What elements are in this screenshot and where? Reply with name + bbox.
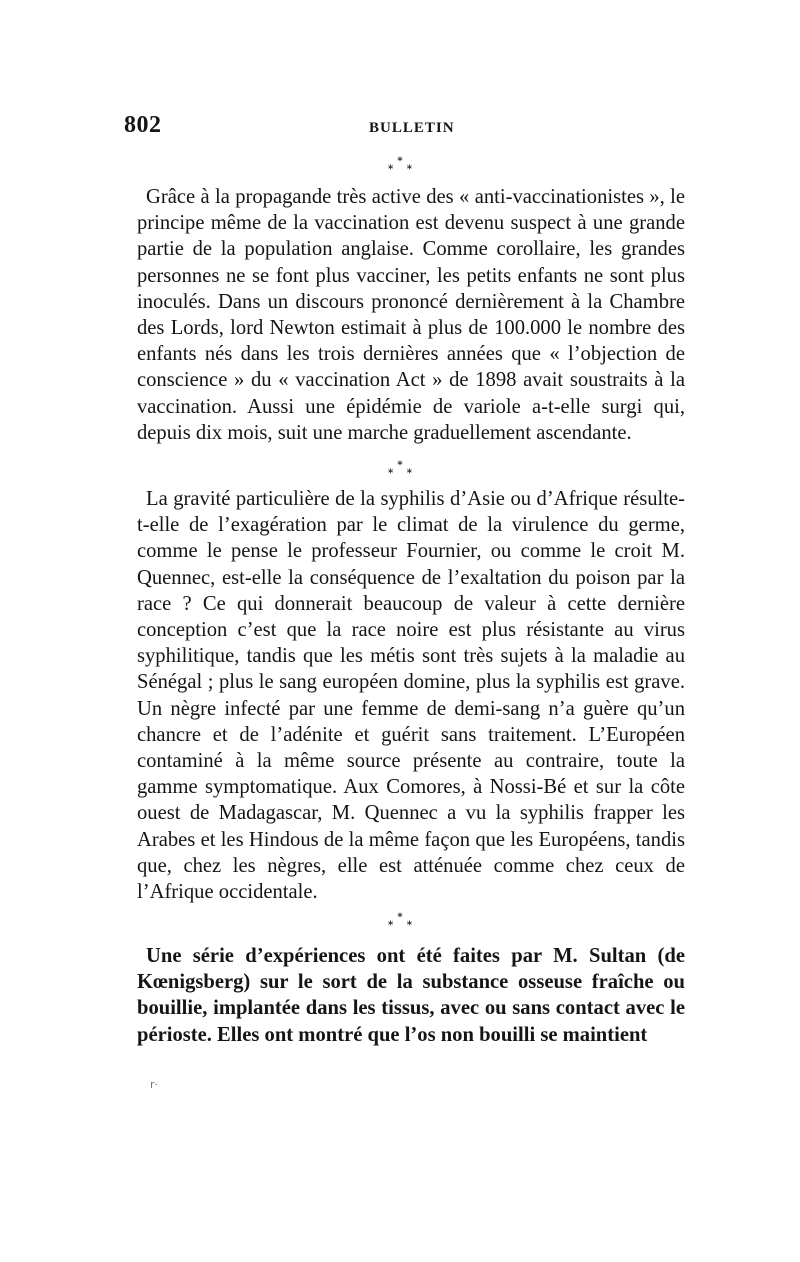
- asterism-bottom-stars: * *: [388, 164, 417, 175]
- paragraph-vaccination: Grâce à la propagande très active des « anti-vaccinationistes », le principe même de la vaccination est devenu suspect à une grande partie de la population anglaise. Comme corollaire, les grandes personnes ne se font plus vacciner, les petits enfants ne sont plus inoculés. Dans un discours prononcé dernièrement à la Chambre des Lords, lord Newton estimait à plus de 100.000 le nombre des enfants nés dans les trois dernières années que « l’objection de conscience » du « vaccination Act » de 1898 avait soustraits à la vaccination. Aussi une épidémie de variole a-t-elle surgi qui, depuis dix mois, suit une marche graduellement ascendante.: [137, 186, 685, 444]
- running-head: BULLETIN: [369, 120, 455, 136]
- asterism-top-star: *: [397, 912, 403, 923]
- asterism-bottom-stars: * *: [388, 920, 417, 931]
- asterism-top-star: *: [397, 460, 403, 471]
- asterism-3: [0, 914, 800, 930]
- asterism-top-star: *: [397, 156, 403, 167]
- paragraph-syphilis: La gravité particulière de la syphilis d’Asie ou d’Afrique résulte-t-elle de l’exagération par le climat de la virulence du germe, comme le pense le professeur Fournier, ou comme le croit M. Quennec, est-elle la conséquence de l’exaltation du poison par la race ? Ce qui donnerait beaucoup de valeur à cette dernière conception c’est que la race noire est plus résistante au virus syphilitique, tandis que les métis sont très sujets à la maladie au Sénégal ; plus le sang européen domine, plus la syphilis est grave. Un nègre infecté par une femme de demi-sang n’a guère qu’un chancre et de l’adénite et guérit sans traitement. L’Européen contaminé à la même source présente au contraire, toute la gamme symptomatique. Aux Comores, à Nossi-Bé et sur la côte ouest de Madagascar, M. Quennec a vu la syphilis frapper les Arabes et les Hindous de la même façon que les Européens, tandis que, chez les nègres, elle est atténuée comme chez ceux de l’Afrique occidentale.: [137, 488, 685, 904]
- asterism-2: [0, 462, 800, 478]
- asterism-1: [0, 158, 800, 174]
- paragraph-bone-experiments: Une série d’expériences ont été faites par M. Sultan (de Kœnigsberg) sur le sort de la substance osseuse fraîche ou bouillie, implantée dans les tissus, avec ou sans contact avec le périoste. Elles ont montré que l’os non bouilli se maintient: [137, 945, 685, 1046]
- stray-print-mark: r·: [150, 1078, 159, 1091]
- page-header: [124, 112, 684, 142]
- asterism-bottom-stars: * *: [388, 468, 417, 479]
- page-number: 802: [124, 112, 162, 138]
